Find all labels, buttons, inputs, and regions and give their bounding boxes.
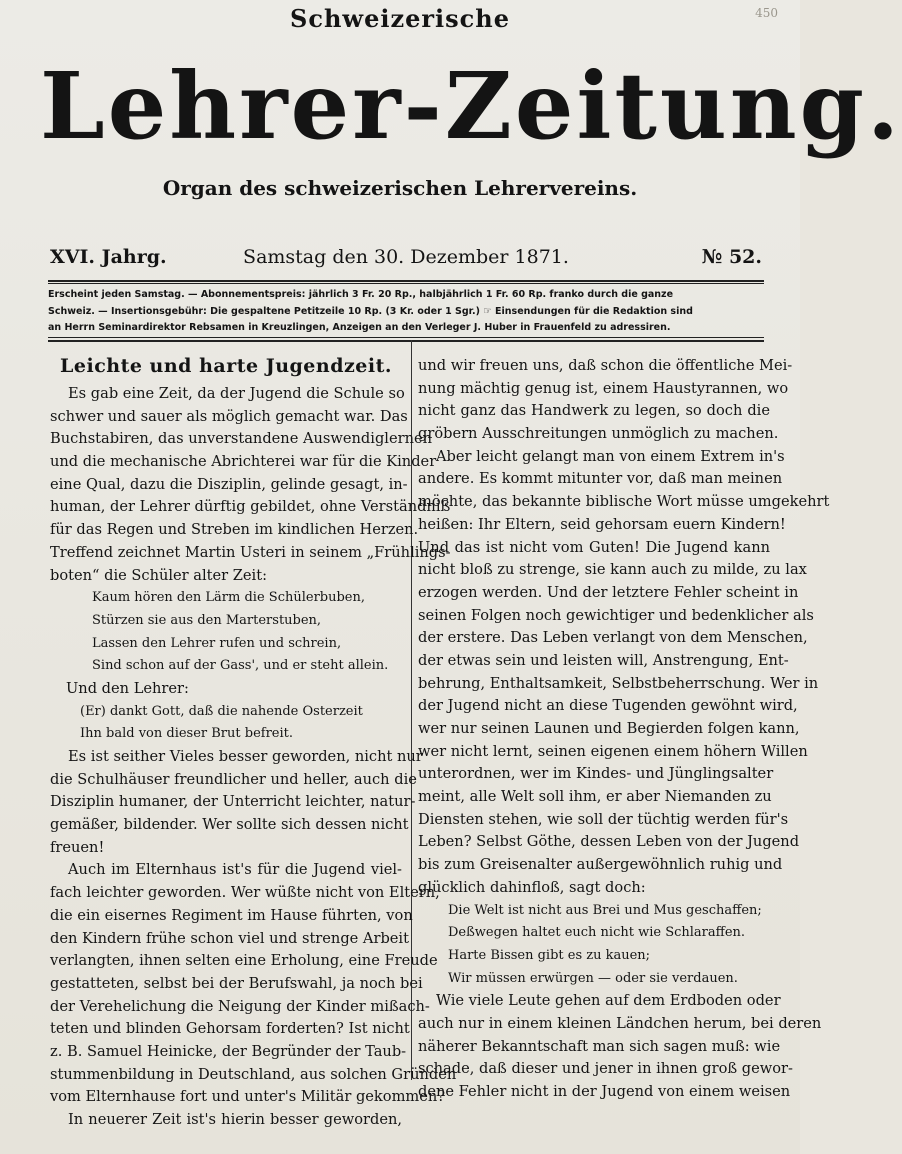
article-line: bis zum Greisenalter außergewöhnlich ruhig und <box>418 856 783 874</box>
article-line: unterordnen, wer im Kindes- und Jünglingsalter <box>418 765 774 783</box>
rule-bottom <box>48 340 764 342</box>
article-line: In neuerer Zeit ist's hierin besser geworden, <box>68 1111 402 1128</box>
article-line: Es gab eine Zeit, da der Jugend die Schule so <box>68 385 405 402</box>
article-line: Kaum hören den Lärm die Schülerbuben, <box>92 590 365 606</box>
article-line: Es ist seither Vieles besser geworden, nicht nur <box>68 748 423 765</box>
article-line: Treffend zeichnet Martin Usteri in seinem „Frühlings- <box>50 543 451 561</box>
article-line: schade, daß dieser und jener in ihnen groß gewor- <box>418 1060 793 1078</box>
article-line: nicht bloß zu strenge, sie kann auch zu milde, zu lax <box>418 561 807 579</box>
masthead-subtitle: Organ des schweizerischen Lehrervereins. <box>162 176 638 200</box>
masthead-title: Lehrer-Zeitung. <box>40 52 902 160</box>
column-divider <box>411 340 412 1080</box>
subscription-info <box>48 287 764 337</box>
article-line: die Schulhäuser freundlicher und heller, auch die <box>50 770 417 788</box>
masthead-top-line: Schweizerische <box>290 4 510 33</box>
article-line: heißen: Ihr Eltern, seid gehorsam euern Kindern! <box>418 515 786 533</box>
article-line: Diensten stehen, wie soll der tüchtig werden für's <box>418 810 789 828</box>
article-line: eine Qual, dazu die Disziplin, gelinde gesagt, in- <box>50 475 408 493</box>
article-line: der etwas sein und leisten will, Anstrengung, Ent- <box>418 651 789 669</box>
article-line: und wir freuen uns, daß schon die öffentliche Mei- <box>418 357 793 374</box>
article-line: erzogen werden. Und der letztere Fehler scheint in <box>418 583 799 601</box>
article-line: auch nur in einem kleinen Ländchen herum, bei deren <box>418 1014 822 1032</box>
article-line: seinen Folgen noch gewichtiger und bedenklicher als <box>418 606 814 624</box>
article-line: Deßwegen haltet euch nicht wie Schlaraffen. <box>448 925 746 941</box>
dateline <box>50 246 762 274</box>
subscription-line: an Herrn Seminardirektor Rebsamen in Kreuzlingen, Anzeigen an den Verleger J. Huber in Frauenfeld zu adressiren. <box>48 322 671 333</box>
article-line: schwer und sauer als möglich gemacht war. Das <box>50 407 408 425</box>
article-line: behrung, Enthaltsamkeit, Selbstbeherrschung. Wer in <box>418 674 819 692</box>
article-line: vom Elternhause fort und unter's Militär gekommen? <box>50 1088 446 1106</box>
article-column-left <box>50 353 457 1132</box>
article-line: meint, alle Welt soll ihm, er aber Niemanden zu <box>418 788 772 806</box>
rule-top <box>48 280 764 282</box>
article-line: Und den Lehrer: <box>66 679 189 697</box>
article-line: Auch im Elternhaus ist's für die Jugend viel- <box>68 861 402 879</box>
article-line: der Jugend nicht an diese Tugenden gewöhnt wird, <box>418 697 798 715</box>
volume-year: XVI. Jahrg. <box>50 246 167 268</box>
article-line: Harte Bissen gibt es zu kauen; <box>448 947 651 963</box>
rule-bottom-thin <box>48 337 764 338</box>
rule-top-thin <box>48 283 764 284</box>
issue-number: № 52. <box>701 246 762 268</box>
article-line: freuen! <box>50 838 105 856</box>
page-number: 450 <box>755 6 778 20</box>
issue-date: Samstag den 30. Dezember 1871. <box>243 246 569 268</box>
article-line: Und das ist nicht vom Guten! Die Jugend kann <box>418 538 770 556</box>
article-line: Buchstabiren, das unverstandene Auswendiglernen <box>50 430 433 448</box>
article-line: Sind schon auf der Gass', und er steht allein. <box>92 658 389 674</box>
article-headline: Leichte und harte Jugendzeit. <box>60 355 392 377</box>
article-line: (Er) dankt Gott, daß die nahende Osterzeit <box>80 703 363 719</box>
article-line: wer nicht lernt, seinen eigenen einem höhern Willen <box>418 742 808 760</box>
article-line: Stürzen sie aus den Marterstuben, <box>92 612 322 628</box>
article-line: wer nur seinen Launen und Begierden folgen kann, <box>418 720 800 737</box>
article-line: Wie viele Leute gehen auf dem Erdboden oder <box>436 992 781 1010</box>
article-line: den Kindern frühe schon viel und strenge Arbeit <box>50 929 409 947</box>
article-line: für das Regen und Streben im kindlichen Herzen. <box>50 521 419 539</box>
article-line: dene Fehler nicht in der Jugend von einem weisen <box>418 1083 791 1100</box>
article-line: der Verehelichung die Neigung der Kinder mißach- <box>50 997 430 1015</box>
article-line: Leben? Selbst Göthe, dessen Leben von der Jugend <box>418 833 800 851</box>
subscription-line: Schweiz. — Insertionsgebühr: Die gespaltene Petitzeile 10 Rp. (3 Kr. oder 1 Sgr.) ☞ Einsendungen für die Redaktion sind <box>48 305 693 317</box>
article-line: Wir müssen erwürgen — oder sie verdauen. <box>448 970 738 986</box>
article-line: Ihn bald von dieser Brut befreit. <box>80 726 294 742</box>
article-line: Lassen den Lehrer rufen und schrein, <box>92 635 342 651</box>
article-line: nicht ganz das Handwerk zu legen, so doch die <box>418 402 770 420</box>
article-line: die ein eisernes Regiment im Hause führten, von <box>50 906 413 924</box>
article-line: teten und blinden Gehorsam forderten? Ist nicht <box>50 1020 410 1038</box>
article-line: boten“ die Schüler alter Zeit: <box>50 566 268 584</box>
article-line: gestatteten, selbst bei der Berufswahl, ja noch bei <box>50 974 423 992</box>
article-column-right <box>418 355 830 1104</box>
article-line: stummenbildung in Deutschland, aus solchen Gründen <box>50 1065 457 1083</box>
subscription-line: Erscheint jeden Samstag. — Abonnementspreis: jährlich 3 Fr. 20 Rp., halbjährlich 1 Fr. 60 Rp. franko durch die ganze <box>48 289 674 300</box>
article-line: der erstere. Das Leben verlangt von dem Menschen, <box>418 629 808 647</box>
article-line: Die Welt ist nicht aus Brei und Mus geschaffen; <box>448 902 762 918</box>
article-line: näherer Bekanntschaft man sich sagen muß: wie <box>418 1037 781 1055</box>
article-line: fach leichter geworden. Wer wüßte nicht von Eltern, <box>50 884 440 902</box>
article-line: Aber leicht gelangt man von einem Extrem in's <box>436 447 785 465</box>
article-line: und die mechanische Abrichterei war für die Kinder <box>50 453 437 471</box>
article-line: Disziplin humaner, der Unterricht leichter, natur- <box>50 793 416 811</box>
article-line: möchte, das bekannte biblische Wort müsse umgekehrt <box>418 493 830 511</box>
article-line: gemäßer, bildender. Wer sollte sich dessen nicht <box>50 816 409 834</box>
article-line: glücklich dahinfloß, sagt doch: <box>418 878 646 896</box>
article-line: andere. Es kommt mitunter vor, daß man meinen <box>418 470 783 488</box>
article-line: gröbern Ausschreitungen unmöglich zu machen. <box>418 425 779 443</box>
article-line: z. B. Samuel Heinicke, der Begründer der Taub- <box>50 1042 407 1060</box>
article-line: human, der Lehrer dürftig gebildet, ohne Verständniß <box>50 498 451 516</box>
article-line: nung mächtig genug ist, einem Haustyrannen, wo <box>418 379 789 397</box>
article-line: verlangten, ihnen selten eine Erholung, eine Freude <box>50 952 438 970</box>
